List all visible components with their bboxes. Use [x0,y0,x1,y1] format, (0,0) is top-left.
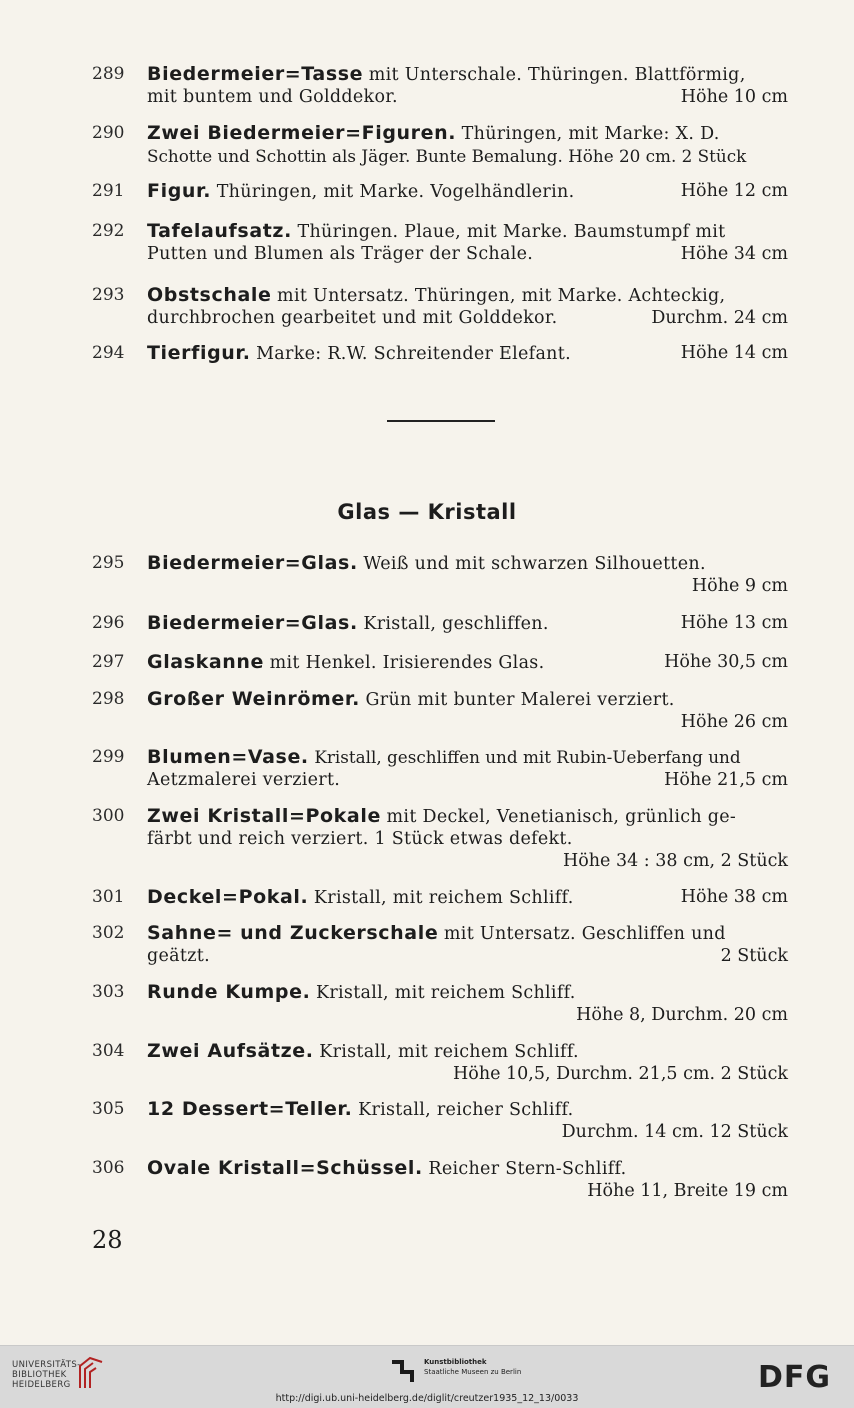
university-line: HEIDELBERG [12,1380,71,1390]
entry-measure: Höhe 34 : 38 cm, 2 Stück [562,851,788,871]
entry-description: Kristall, mit reichem Schliff. [315,983,576,1003]
library-subtitle: Staatliche Museen zu Berlin [424,1368,522,1376]
entry-description: mit Henkel. Irisierendes Glas. [269,653,545,673]
catalog-entry [92,651,788,674]
entry-title: Glaskanne [147,651,265,673]
entry-description: Kristall, geschliffen und mit Rubin-Ueberfang und [314,747,741,767]
source-url[interactable]: http://digi.ub.uni-heidelberg.de/diglit/creutzer1935_12_13/0033 [275,1393,579,1404]
entry-title: Ovale Kristall=Schüssel. [147,1157,423,1179]
entry-number: 289 [92,64,125,84]
entry-description: mit Unterschale. Thüringen. Blattförmig, [368,65,746,85]
entry-description: Putten und Blumen als Träger der Schale. [147,244,534,264]
entry-description: Reicher Stern-Schliff. [428,1159,627,1179]
entry-number: 297 [92,652,125,672]
entry-description: Weiß und mit schwarzen Silhouetten. [363,554,706,574]
entry-title: Zwei Aufsätze. [147,1040,314,1062]
entry-description: geätzt. [147,946,210,966]
catalog-entry [92,552,788,597]
catalog-entry [92,342,788,365]
entry-number: 301 [92,887,125,907]
entry-number: 299 [92,747,125,767]
entry-description: Thüringen, mit Marke. Vogelhändlerin. [216,182,575,202]
entry-number: 300 [92,806,125,826]
catalog-entry [92,122,788,167]
entry-measure: Höhe 34 cm [680,244,788,264]
entry-title: Zwei Kristall=Pokale [147,805,381,827]
entry-number: 295 [92,553,125,573]
entry-measure: 2 Stück [720,946,788,966]
catalog-entry [92,1098,788,1143]
entry-number: 304 [92,1041,125,1061]
entry-number: 303 [92,982,125,1002]
entry-description: Kristall, geschliffen. [363,614,549,634]
entry-number: 290 [92,123,125,143]
entry-title: Biedermeier=Tasse [147,63,364,85]
entry-measure: Durchm. 24 cm [651,308,788,328]
catalog-entry [92,63,788,108]
entry-title: Figur. [147,180,212,202]
entry-description: Thüringen. Plaue, mit Marke. Baumstumpf mit [297,222,726,242]
entry-title: Deckel=Pokal. [147,886,309,908]
entry-measure: Höhe 21,5 cm [664,770,788,790]
entry-measure: Höhe 10 cm [680,87,788,107]
entry-measure: Höhe 9 cm [691,576,788,596]
catalog-entry [92,805,788,872]
entry-title: Tierfigur. [147,342,251,364]
entry-measure: Höhe 10,5, Durchm. 21,5 cm. 2 Stück [453,1064,788,1084]
catalog-entry [92,981,788,1026]
entry-number: 291 [92,181,125,201]
entry-title: Blumen=Vase. [147,746,309,768]
entry-number: 293 [92,285,125,305]
entry-number: 305 [92,1099,125,1119]
entry-measure: Höhe 14 cm [680,343,788,363]
university-logo-text [12,1360,81,1390]
entry-number: 302 [92,923,125,943]
university-emblem-icon [78,1356,104,1390]
entry-description: Kristall, mit reichem Schliff. [319,1042,579,1062]
catalog-entry [92,746,788,791]
entry-measure: Höhe 26 cm [680,712,788,732]
entry-title: Obstschale [147,284,272,306]
entry-title: Biedermeier=Glas. [147,552,358,574]
section-divider [387,420,495,422]
catalog-entry [92,1157,788,1202]
entry-description: durchbrochen gearbeitet und mit Golddekor. [147,308,558,328]
entry-title: Sahne= und Zuckerschale [147,922,439,944]
page-number: 28 [92,1226,123,1254]
entry-description: Schotte und Schottin als Jäger. Bunte Bemalung. Höhe 20 cm. 2 Stück [147,146,747,166]
university-line: UNIVERSITÄTS- [12,1360,81,1370]
kunstbibliothek-logo-icon [390,1356,418,1384]
digitization-footer [0,1345,854,1408]
entry-measure: Höhe 30,5 cm [664,652,788,672]
entry-measure: Durchm. 14 cm. 12 Stück [561,1122,788,1142]
entry-number: 292 [92,221,125,241]
catalog-entry [92,180,788,203]
entry-measure: Höhe 8, Durchm. 20 cm [576,1005,788,1025]
entry-number: 296 [92,613,125,633]
entry-title: Tafelaufsatz. [147,220,292,242]
kunstbibliothek-text [424,1357,521,1377]
section-heading: Glas — Kristall [337,500,517,524]
entry-description: mit buntem und Golddekor. [147,87,398,107]
catalog-entry [92,922,788,967]
entry-number: 298 [92,689,125,709]
entry-description: Marke: R.W. Schreitender Elefant. [256,344,571,364]
catalog-entry [92,612,788,635]
entry-description: Aetzmalerei verziert. [147,770,341,790]
entry-title: Zwei Biedermeier=Figuren. [147,122,457,144]
entry-description: Grün mit bunter Malerei verziert. [365,690,675,710]
entry-measure: Höhe 13 cm [680,613,788,633]
catalog-entry [92,688,788,733]
entry-description: mit Deckel, Venetianisch, grünlich ge- [386,807,737,827]
entry-title: Biedermeier=Glas. [147,612,358,634]
entry-description: färbt und reich verziert. 1 Stück etwas defekt. [147,829,573,849]
entry-measure: Höhe 12 cm [680,181,788,201]
entry-description: Kristall, reicher Schliff. [358,1100,574,1120]
entry-description: Kristall, mit reichem Schliff. [313,888,574,908]
catalog-entry [92,1040,788,1085]
university-line: BIBLIOTHEK [12,1370,67,1380]
entry-title: Runde Kumpe. [147,981,311,1003]
entry-description: Thüringen, mit Marke: X. D. [461,124,720,144]
catalog-entry [92,284,788,329]
entry-number: 294 [92,343,125,363]
entry-description: mit Untersatz. Geschliffen und [443,924,726,944]
entry-measure: Höhe 38 cm [680,887,788,907]
catalog-entry [92,220,788,265]
entry-title: 12 Dessert=Teller. [147,1098,353,1120]
entry-description: mit Untersatz. Thüringen, mit Marke. Achteckig, [277,286,726,306]
entry-number: 306 [92,1158,125,1178]
catalog-entry [92,886,788,909]
entry-measure: Höhe 11, Breite 19 cm [587,1181,788,1201]
dfg-logo: DFG [758,1360,832,1395]
entry-title: Großer Weinrömer. [147,688,360,710]
library-name: Kunstbibliothek [424,1358,487,1366]
